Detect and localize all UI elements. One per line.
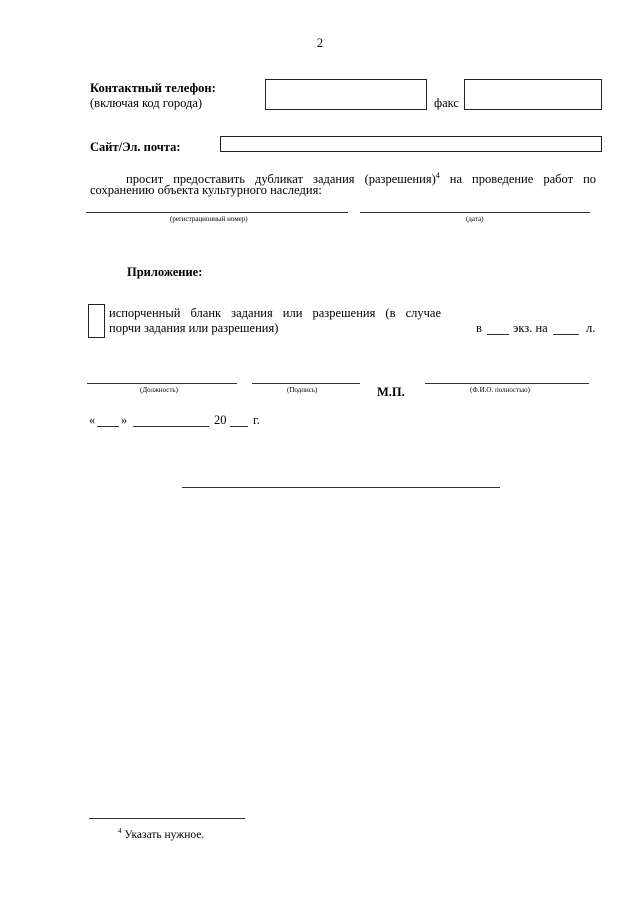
site-email-input-box[interactable] [220,136,602,152]
signature-line[interactable] [252,383,360,384]
phone-sublabel: (включая код города) [90,96,203,110]
footnote [118,824,204,842]
attachment-item-line-2: порчи задания или разрешения) [109,321,279,335]
fax-input-box[interactable] [464,79,602,110]
footnote-text: Указать нужное. [124,828,205,841]
sheets-count-line[interactable] [553,334,579,335]
request-text-tail: на проведение работ по [449,172,597,187]
year-suffix: г. [253,413,260,427]
full-name-line[interactable] [425,383,589,384]
full-name-caption: (Ф.И.О. полностью) [470,386,530,394]
reg-number-line[interactable] [86,212,348,213]
month-line[interactable] [133,426,209,427]
position-line[interactable] [87,383,237,384]
signature-caption: (Подпись) [287,386,318,394]
end-separator [182,487,500,488]
date-caption: (дата) [466,215,484,223]
request-line-2: сохранению объекта культурного наследия: [90,183,322,197]
copies-mid: экз. на [513,321,548,335]
year-line[interactable] [230,426,248,427]
copies-prefix: в [476,321,482,335]
year-prefix: 20 [214,413,227,427]
phone-input-box[interactable] [265,79,427,110]
copies-suffix: л. [586,321,596,335]
date-line[interactable] [360,212,590,213]
position-caption: (Должность) [140,386,178,394]
attachment-heading: Приложение: [127,265,203,279]
footnote-separator [89,818,245,819]
date-close-quote: » [121,413,128,427]
fax-label: факс [434,96,459,110]
date-open-quote: « [89,413,96,427]
phone-label: Контактный телефон: [90,81,216,95]
copies-count-line[interactable] [487,334,509,335]
footnote-number: 4 [118,827,122,835]
footnote-mark: 4 [435,171,440,180]
day-line[interactable] [97,426,119,427]
attachment-item-line-1: испорченный бланк задания или разрешения (в случае [109,306,441,320]
site-label: Сайт/Эл. почта: [90,140,181,154]
attachment-checkbox[interactable] [88,304,105,338]
reg-number-caption: (регистрационный номер) [170,215,248,223]
stamp-label: М.П. [377,385,405,399]
request-text: просит предоставить дубликат задания (разрешения) [126,172,436,187]
page-number: 2 [316,36,324,50]
